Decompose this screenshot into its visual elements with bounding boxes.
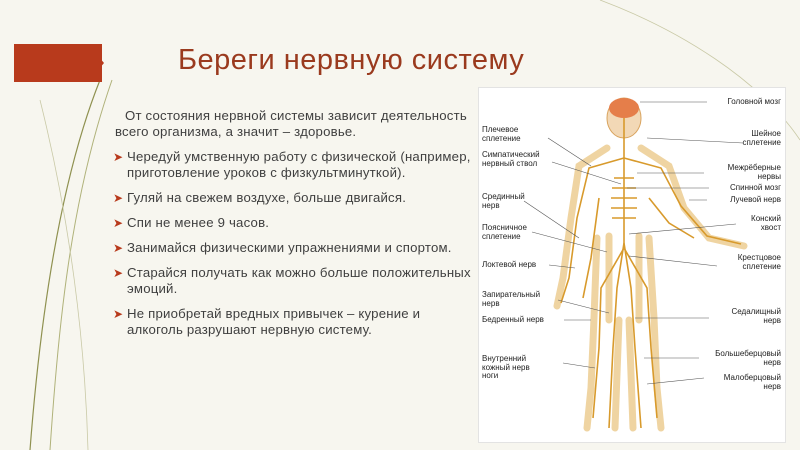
intro-text: От состояния нервной системы зависит деятельность всего организма, а значит – здоровье. bbox=[115, 108, 467, 139]
list-item bbox=[115, 190, 475, 206]
label-median-nerve: Срединный нерв bbox=[482, 192, 525, 210]
list-item bbox=[115, 240, 475, 256]
list-item-text: Спи не менее 9 часов. bbox=[127, 215, 270, 230]
nervous-system-diagram bbox=[478, 87, 786, 443]
list-item bbox=[115, 149, 475, 181]
arrow-bullet-icon: ➤ bbox=[113, 191, 124, 205]
list-item-text: Не приобретай вредных привычек – курение и алкоголь разрушают нервную систему. bbox=[127, 306, 421, 337]
list-item-text: Чередуй умственную работу с физической (например, приготовление уроков с физкультминуткой). bbox=[127, 149, 471, 180]
arrow-bullet-icon: ➤ bbox=[113, 216, 124, 230]
list-item-text: Занимайся физическими упражнениями и спортом. bbox=[127, 240, 452, 255]
label-spinal-cord: Спинной мозг bbox=[730, 183, 781, 192]
label-brachial-plexus: Плечевое сплетение bbox=[482, 125, 521, 143]
label-cervical-plexus: Шейное сплетение bbox=[742, 129, 781, 147]
label-intercostal-nerves: Межрёберные нервы bbox=[727, 163, 781, 181]
label-ulnar-nerve: Локтевой нерв bbox=[482, 260, 537, 269]
label-lumbar-plexus: Поясничное сплетение bbox=[482, 223, 527, 241]
list-item-text: Гуляй на свежем воздухе, больше двигайся. bbox=[127, 190, 407, 205]
label-brain: Головной мозг bbox=[727, 97, 781, 106]
title-accent-arrow bbox=[88, 44, 104, 82]
label-tibial-nerve: Большеберцовый нерв bbox=[715, 349, 781, 367]
slide-body bbox=[115, 108, 475, 347]
label-cauda-equina: Конский хвост bbox=[751, 214, 781, 232]
label-peroneal-nerve: Малоберцовый нерв bbox=[723, 373, 781, 391]
list-item bbox=[115, 265, 475, 297]
list-item bbox=[115, 215, 475, 231]
arrow-bullet-icon: ➤ bbox=[113, 266, 124, 280]
label-obturator-nerve: Запирательный нерв bbox=[482, 290, 541, 308]
arrow-bullet-icon: ➤ bbox=[113, 150, 124, 164]
arrow-bullet-icon: ➤ bbox=[113, 307, 124, 321]
list-item-text: Старайся получать как можно больше положительных эмоций. bbox=[127, 265, 471, 296]
slide-title: Береги нервную систему bbox=[178, 44, 525, 76]
label-sacral-plexus: Крестцовое сплетение bbox=[737, 253, 781, 271]
label-saphenous-nerve: Внутренний кожный нерв ноги bbox=[482, 354, 530, 380]
list-item bbox=[115, 306, 475, 338]
label-femoral-nerve: Бедренный нерв bbox=[482, 315, 544, 324]
tips-list bbox=[115, 149, 475, 338]
label-sciatic-nerve: Седалищный нерв bbox=[731, 307, 781, 325]
label-sympathetic-trunk: Симпатический нервный ствол bbox=[482, 150, 540, 168]
arrow-bullet-icon: ➤ bbox=[113, 241, 124, 255]
label-radial-nerve: Лучевой нерв bbox=[730, 195, 781, 204]
